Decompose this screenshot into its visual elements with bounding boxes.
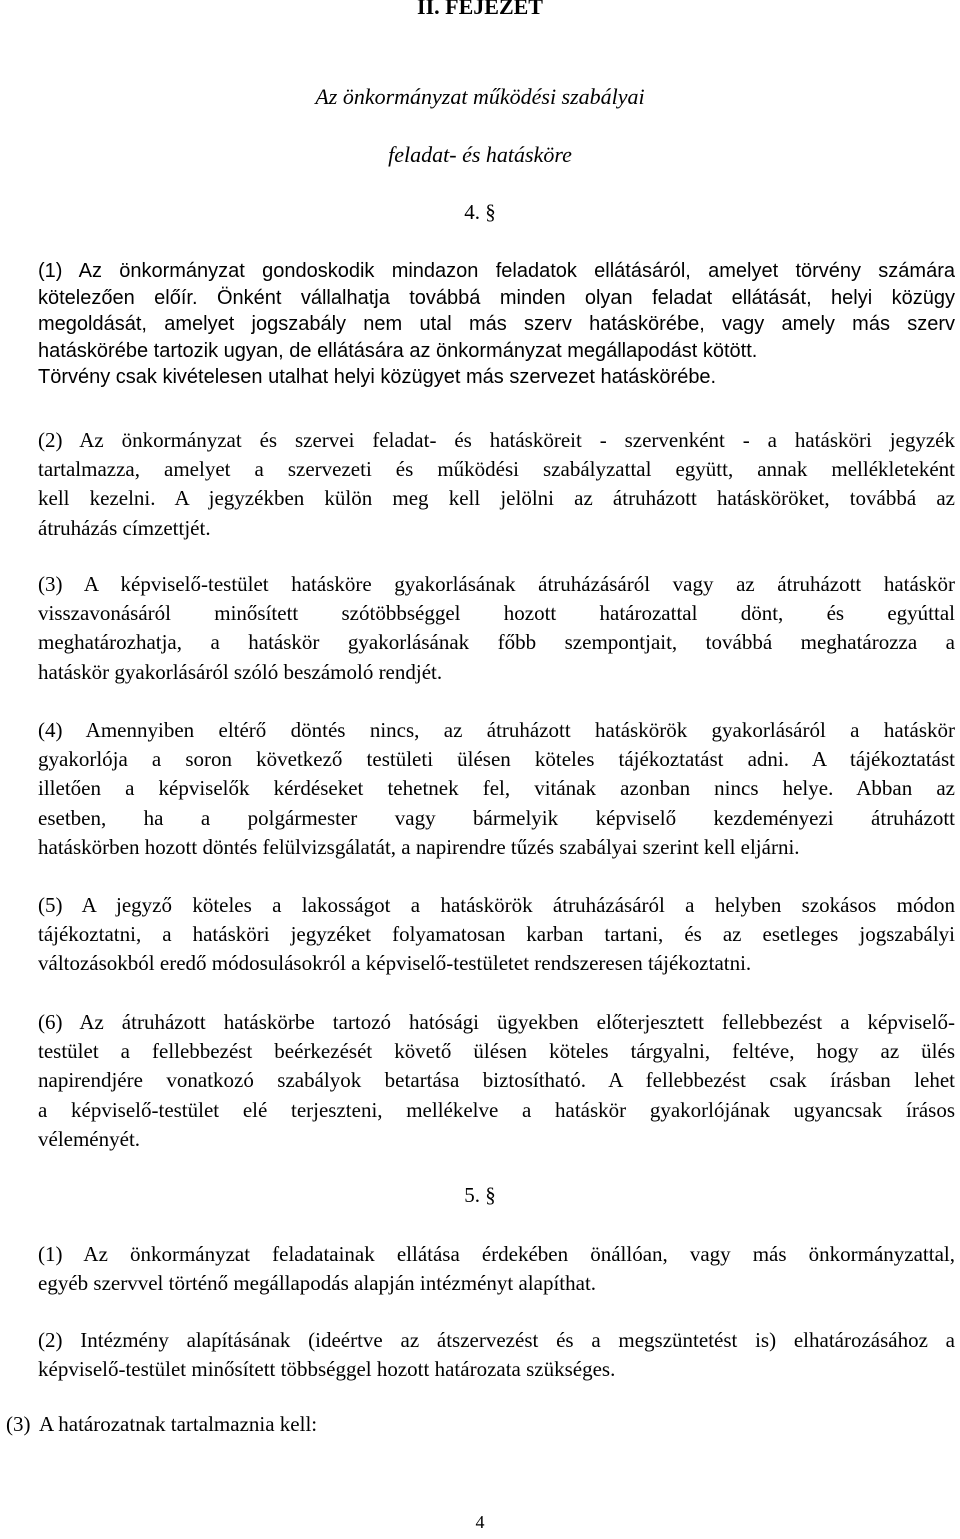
paragraph-line: kell kezelni. A jegyzékben külön meg kell jelölni az átruházott hatásköröket, továbbá az bbox=[38, 486, 955, 511]
paragraph-line: tájékoztatni, a hatásköri jegyzéket folyamatosan karban tartani, és az esetleges jogszabályi bbox=[38, 922, 955, 947]
paragraph-line: hatáskör gyakorlásáról szóló beszámoló rendjét. bbox=[38, 659, 443, 684]
chapter-title: Az önkormányzat működési szabályai bbox=[315, 84, 645, 109]
paragraph-line: gyakorlója a soron következő testületi ülésen köteles tájékoztatást adni. A tájékoztatást bbox=[38, 747, 955, 772]
paragraph-line: hatáskörben hozott döntés felülvizsgálatát, a napirendre tűzés szabályai szerint kell eljárni. bbox=[38, 834, 800, 859]
paragraph-line: (2) Intézmény alapításának (ideértve az átszervezést és a megszüntetést is) elhatározásához a bbox=[38, 1328, 955, 1352]
paragraph-line: a képviselő-testület elé terjeszteni, mellékelve a hatáskör gyakorlójának ugyancsak írásos bbox=[38, 1097, 955, 1122]
paragraph-line: véleményét. bbox=[38, 1126, 141, 1151]
paragraph-line: képviselő-testület minősített többséggel hozott határozata szükséges. bbox=[38, 1357, 616, 1382]
chapter-subtitle: feladat- és hatásköre bbox=[388, 142, 572, 167]
section-5-paragraph-3-text: A határozatnak tartalmaznia kell: bbox=[39, 1412, 318, 1436]
paragraph-line: tartalmazza, amelyet a szervezeti és működési szabályzattal együtt, annak mellékleteként bbox=[38, 457, 955, 482]
paragraph-line: esetben, ha a polgármester vagy bármelyik képviselő kezdeményezi átruházott bbox=[38, 805, 955, 830]
section-5-paragraph-2 bbox=[38, 1326, 955, 1384]
section-4-paragraph-2 bbox=[38, 426, 955, 543]
section-5-paragraph-3-number: (3) bbox=[6, 1412, 31, 1436]
paragraph-line: Törvény csak kivételesen utalhat helyi közügyet más szervezet hatáskörébe. bbox=[38, 366, 717, 389]
paragraph-line: megoldását, amelyet jogszabály nem utal más szerv hatáskörébe, vagy amely más szerv bbox=[38, 313, 955, 336]
paragraph-line: meghatározhatja, a hatáskör gyakorlásának főbb szempontjait, továbbá meghatározza a bbox=[38, 630, 955, 655]
paragraph-line: (2) Az önkormányzat és szervei feladat- és hatásköreit - szervenként - a hatásköri jegyzék bbox=[38, 428, 955, 452]
paragraph-line: változásokból eredő módosulásokról a képviselő-testületet rendszeresen tájékoztatni. bbox=[38, 951, 752, 976]
chapter-heading: II. FEJEZET bbox=[417, 0, 543, 19]
paragraph-line: visszavonásáról minősített szótöbbséggel hozott határozattal dönt, és egyúttal bbox=[38, 601, 955, 626]
paragraph-line: kötelezően előír. Önként vállalhatja továbbá minden olyan feladat ellátását, helyi közügy bbox=[38, 286, 955, 309]
section-4-paragraph-4 bbox=[38, 716, 955, 862]
section-4-paragraph-3 bbox=[38, 570, 955, 687]
paragraph-line: egyéb szervvel történő megállapodás alapján intézményt alapíthat. bbox=[38, 1271, 597, 1296]
paragraph-line: (1) Az önkormányzat feladatainak ellátása érdekében önállóan, vagy más önkormányzattal, bbox=[38, 1242, 955, 1266]
paragraph-line: átruházás címzettjét. bbox=[38, 515, 211, 540]
section-5-paragraph-1 bbox=[38, 1240, 955, 1298]
section-4-paragraph-6 bbox=[38, 1008, 955, 1154]
section-4-label: 4. § bbox=[464, 200, 496, 224]
paragraph-line: (3) A képviselő-testület hatásköre gyakorlásának átruházásáról vagy az átruházott hatáskör bbox=[38, 572, 955, 596]
paragraph-line: napirendjére vonatkozó szabályok betartása biztosítható. A fellebbezést csak írásban lehet bbox=[38, 1068, 955, 1093]
section-4-paragraph-1 bbox=[38, 258, 955, 391]
paragraph-line: (5) A jegyző köteles a lakosságot a hatáskörök átruházásáról a helyben szokásos módon bbox=[38, 893, 955, 917]
paragraph-line: (4) Amennyiben eltérő döntés nincs, az átruházott hatáskörök gyakorlásáról a hatáskör bbox=[38, 718, 955, 742]
section-4-paragraph-5 bbox=[38, 891, 955, 979]
paragraph-line: testület a fellebbezést beérkezését követő ülésen köteles tárgyalni, feltéve, hogy az ülés bbox=[38, 1039, 955, 1064]
paragraph-line: hatáskörébe tartozik ugyan, de ellátására az önkormányzat megállapodást kötött. bbox=[38, 339, 758, 362]
paragraph-line: illetően a képviselők kérdéseket tehetnek fel, vitának azonban nincs helye. Abban az bbox=[38, 776, 955, 801]
section-5-label: 5. § bbox=[464, 1183, 496, 1207]
page-number: 4 bbox=[475, 1512, 485, 1532]
paragraph-line: (1) Az önkormányzat gondoskodik mindazon feladatok ellátásáról, amelyet törvény számára bbox=[38, 260, 955, 282]
paragraph-line: (6) Az átruházott hatáskörbe tartozó hatósági ügyekben előterjesztett fellebbezést a képviselő- bbox=[38, 1010, 955, 1034]
